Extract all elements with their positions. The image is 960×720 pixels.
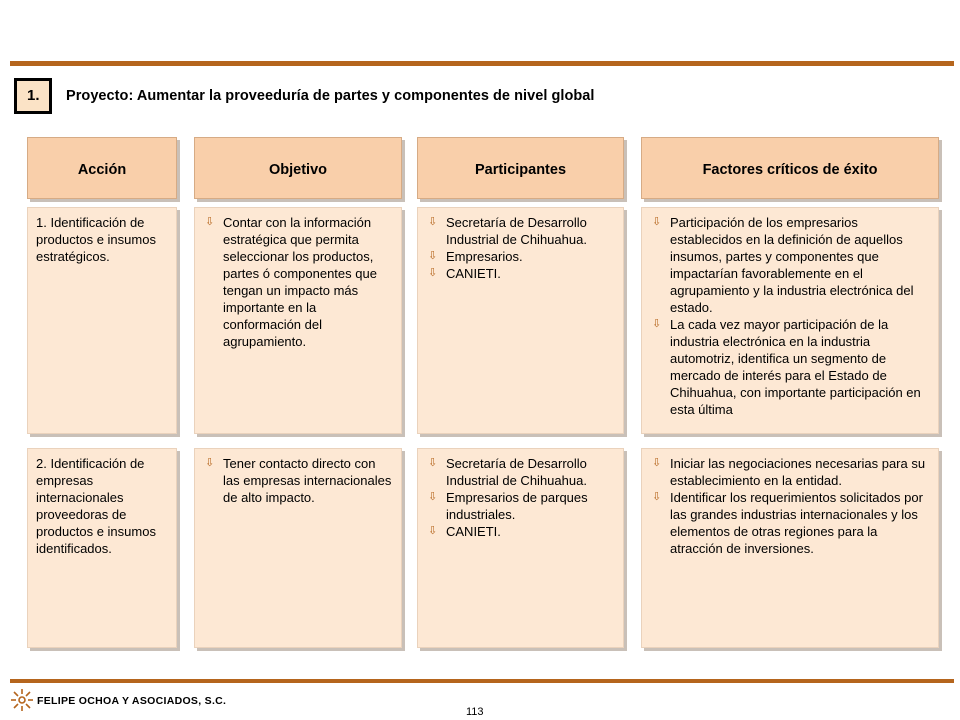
- list-item: ⇩ CANIETI.: [428, 524, 501, 539]
- list-item: ⇩ Contar con la información estratégica que permita seleccionar los productos, partes ó componentes que tengan un impacto más importante en la conformación del agrupamiento.: [205, 215, 377, 349]
- down-arrow-icon: ⇩: [205, 216, 215, 228]
- row2-participantes-list: [426, 455, 615, 540]
- down-arrow-icon: ⇩: [652, 318, 662, 330]
- list-item: ⇩ La cada vez mayor participación de la industria electrónica en la industria automotriz, identifica un segmento de mercado de interés para el Estado de Chihuahua, con importante participación en esta última: [652, 317, 921, 417]
- row2-factores-cell: [641, 448, 939, 648]
- list-item: ⇩ Iniciar las negociaciones necesarias para su establecimiento en la entidad.: [652, 456, 926, 488]
- down-arrow-icon: ⇩: [652, 457, 662, 469]
- down-arrow-icon: ⇩: [428, 491, 438, 503]
- list-item: ⇩ Identificar los requerimientos solicitados por las grandes industrias internacionales y los elementos de otras regiones para la atracción de inversiones.: [652, 490, 923, 556]
- section-number: 1.: [27, 87, 40, 104]
- list-item: ⇩ Tener contacto directo con las empresas internacionales de alto impacto.: [205, 456, 392, 505]
- list-item: ⇩ Secretaría de Desarrollo Industrial de Chihuahua.: [428, 215, 587, 247]
- header-factores-label: Factores críticos de éxito: [702, 162, 878, 178]
- bottom-rule: [10, 679, 954, 683]
- row1-accion-text: 1. Identificación de productos e insumos estratégicos.: [36, 215, 156, 264]
- row2-participantes-cell: [417, 448, 624, 648]
- page-title: Proyecto: Aumentar la proveeduría de partes y componentes de nivel global: [66, 88, 595, 104]
- header-accion: [27, 137, 177, 199]
- down-arrow-icon: ⇩: [652, 216, 662, 228]
- row1-objetivo-cell: [194, 207, 402, 434]
- down-arrow-icon: ⇩: [428, 250, 438, 262]
- down-arrow-icon: ⇩: [205, 457, 215, 469]
- top-rule: [10, 61, 954, 66]
- list-item: ⇩ Secretaría de Desarrollo Industrial de Chihuahua.: [428, 456, 587, 488]
- header-participantes: [417, 137, 624, 199]
- down-arrow-icon: ⇩: [428, 216, 438, 228]
- header-objetivo-label: Objetivo: [268, 162, 327, 178]
- down-arrow-icon: ⇩: [428, 267, 438, 279]
- page-number: 113: [466, 706, 484, 718]
- section-number-box: [14, 78, 52, 114]
- row1-factores-cell: [641, 207, 939, 434]
- down-arrow-icon: ⇩: [428, 525, 438, 537]
- row2-factores-list: [650, 455, 930, 557]
- company-logo-icon: [10, 688, 34, 712]
- footer-company-name: FELIPE OCHOA Y ASOCIADOS, S.C.: [37, 695, 227, 707]
- row1-factores-list: [650, 214, 930, 418]
- row1-objetivo-list: [203, 214, 393, 350]
- row1-accion-cell: [27, 207, 177, 434]
- row2-accion-cell: [27, 448, 177, 648]
- row1-participantes-list: [426, 214, 615, 282]
- list-item: ⇩ CANIETI.: [428, 266, 501, 281]
- list-item: ⇩ Empresarios de parques industriales.: [428, 490, 588, 522]
- row2-objetivo-list: [203, 455, 393, 506]
- down-arrow-icon: ⇩: [428, 457, 438, 469]
- row2-objetivo-cell: [194, 448, 402, 648]
- down-arrow-icon: ⇩: [652, 491, 662, 503]
- list-item: ⇩ Participación de los empresarios establecidos en la definición de aquellos insumos, partes y componentes que impactarían favorablemente en el agrupamiento y la industria electrónica del estado.: [652, 215, 914, 315]
- header-objetivo: [194, 137, 402, 199]
- row1-participantes-cell: [417, 207, 624, 434]
- row2-accion-text: 2. Identificación de empresas internacionales proveedoras de productos e insumos identificados.: [36, 456, 156, 556]
- header-accion-label: Acción: [77, 162, 127, 178]
- header-factores: [641, 137, 939, 199]
- list-item: ⇩ Empresarios.: [428, 249, 523, 264]
- header-participantes-label: Participantes: [474, 162, 567, 178]
